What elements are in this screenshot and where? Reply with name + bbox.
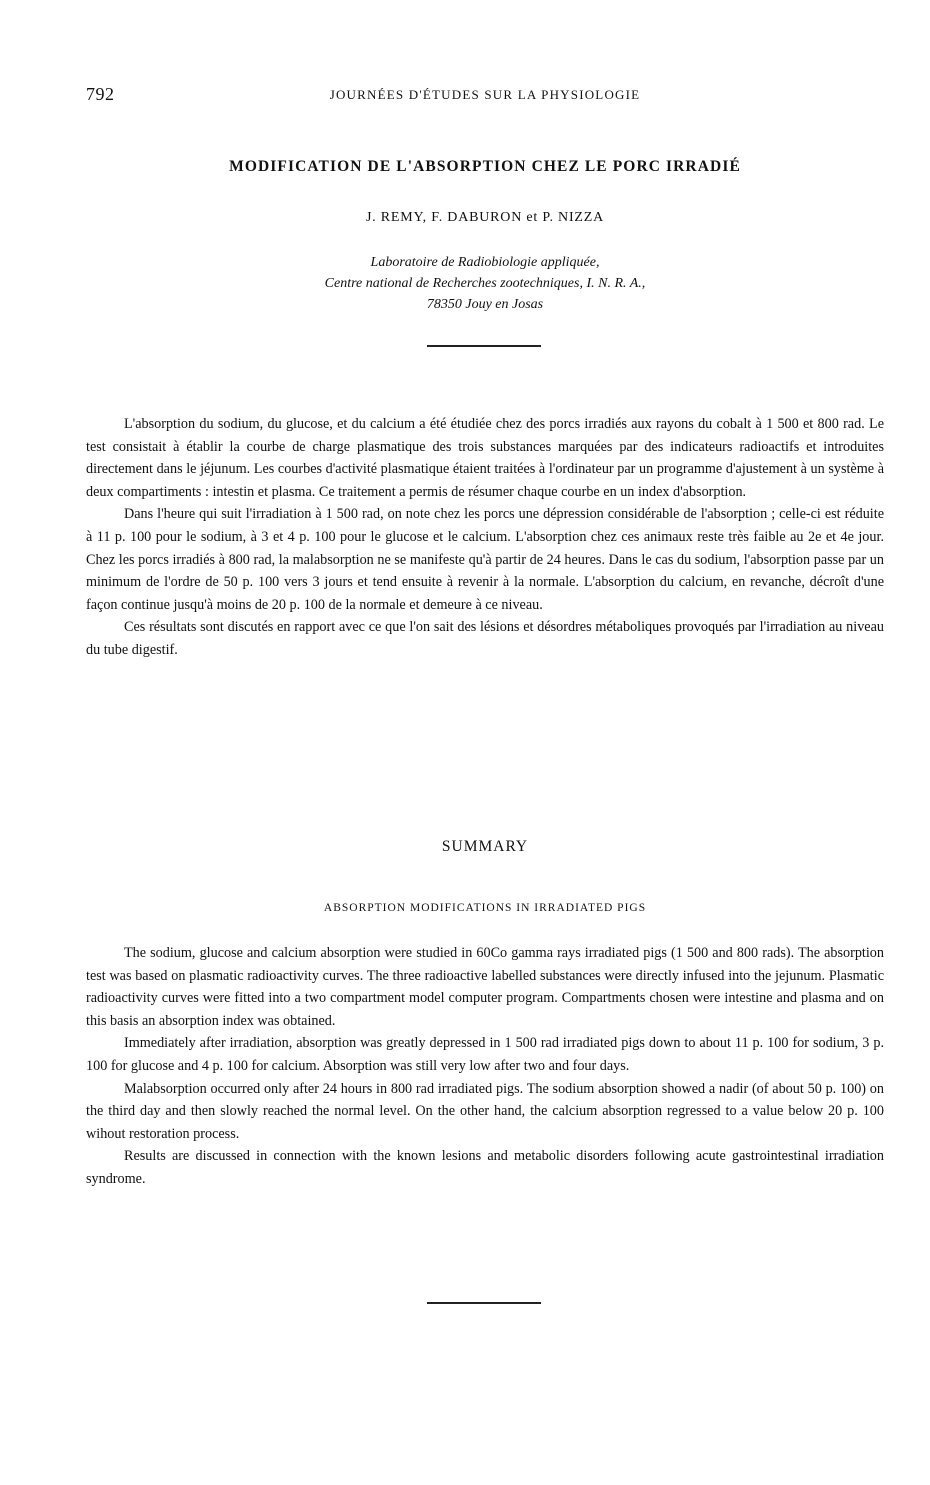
article-title: MODIFICATION DE L'ABSORPTION CHEZ LE PORC IRRADIÉ bbox=[229, 158, 741, 175]
section-divider bbox=[427, 1302, 541, 1304]
section-divider bbox=[427, 345, 541, 347]
summary-subheading: ABSORPTION MODIFICATIONS IN IRRADIATED PIGS bbox=[323, 902, 647, 914]
affiliation-line: Centre national de Recherches zootechniques, I. N. R. A., bbox=[324, 276, 646, 291]
english-summary bbox=[86, 942, 884, 1191]
page-header bbox=[86, 84, 884, 108]
affiliation-line: 78350 Jouy en Josas bbox=[426, 297, 544, 312]
summary-paragraph: Immediately after irradiation, absorption was greatly depressed in 1 500 rad irradiated pigs down to about 11 p. 100 for sodium, 3 p. 100 for glucose and 4 p. 100 for calcium. Absorption was still very low after two and four days. bbox=[86, 1035, 884, 1074]
running-head: JOURNÉES D'ÉTUDES SUR LA PHYSIOLOGIE bbox=[329, 87, 641, 102]
abstract-paragraph: Dans l'heure qui suit l'irradiation à 1 500 rad, on note chez les porcs une dépression considérable de l'absorption ; celle-ci est réduite à 11 p. 100 pour le sodium, à 3 et 4 p. 100 pour le glucose et le calcium. L'absorption chez ces animaux reste très faible au 2e et 4e jour. Chez les porcs irradiés à 800 rad, la malabsorption ne se manifeste qu'à partir de 24 heures. Dans le cas du sodium, l'absorption passe par un minimum de l'ordre de 50 p. 100 vers 3 jours et tend ensuite à revenir à la normale. L'absorption du calcium, en revanche, décroît d'une façon continue jusqu'à moins de 20 p. 100 de la normale et demeure à ce niveau. bbox=[86, 506, 884, 613]
article-authors: J. REMY, F. DABURON et P. NIZZA bbox=[365, 210, 605, 225]
summary-paragraph: Malabsorption occurred only after 24 hours in 800 rad irradiated pigs. The sodium absorption showed a nadir (of about 50 p. 100) on the third day and then slowly reached the normal level. On the other hand, the calcium absorption regressed to a value below 20 p. 100 wihout restoration process. bbox=[86, 1080, 884, 1142]
french-abstract bbox=[86, 413, 884, 662]
abstract-paragraph: Ces résultats sont discutés en rapport avec ce que l'on sait des lésions et désordres métaboliques provoqués par l'irradiation au niveau du tube digestif. bbox=[86, 619, 884, 658]
abstract-paragraph: L'absorption du sodium, du glucose, et du calcium a été étudiée chez des porcs irradiés aux rayons du cobalt à 1 500 et 800 rad. Le test consistait à établir la courbe de charge plasmatique des trois substances marquées par des indicateurs radioactifs et introduites directement dans le jéjunum. Les courbes d'activité plasmatique étaient traitées à l'ordinateur par un programme d'ajustement à un système à deux compartiments : intestin et plasma. Ce traitement a permis de résumer chaque courbe en un index d'absorption. bbox=[86, 416, 884, 500]
summary-paragraph: The sodium, glucose and calcium absorption were studied in 60Co gamma rays irradiated pigs (1 500 and 800 rads). The absorption test was based on plasmatic radioactivity curves. The three radioactive labelled substances were directly infused into the jejunum. Plasmatic radioactivity curves were fitted into a two compartment model computer program. Compartments chosen were intestine and plasma and on this basis an absorption index was obtained. bbox=[86, 945, 884, 1029]
summary-paragraph: Results are discussed in connection with the known lesions and metabolic disorders following acute gastrointestinal irradiation syndrome. bbox=[86, 1148, 884, 1187]
author-affiliation bbox=[86, 252, 884, 315]
summary-heading: SUMMARY bbox=[441, 838, 529, 855]
page-number: 792 bbox=[86, 84, 115, 104]
affiliation-line: Laboratoire de Radiobiologie appliquée, bbox=[370, 255, 600, 270]
